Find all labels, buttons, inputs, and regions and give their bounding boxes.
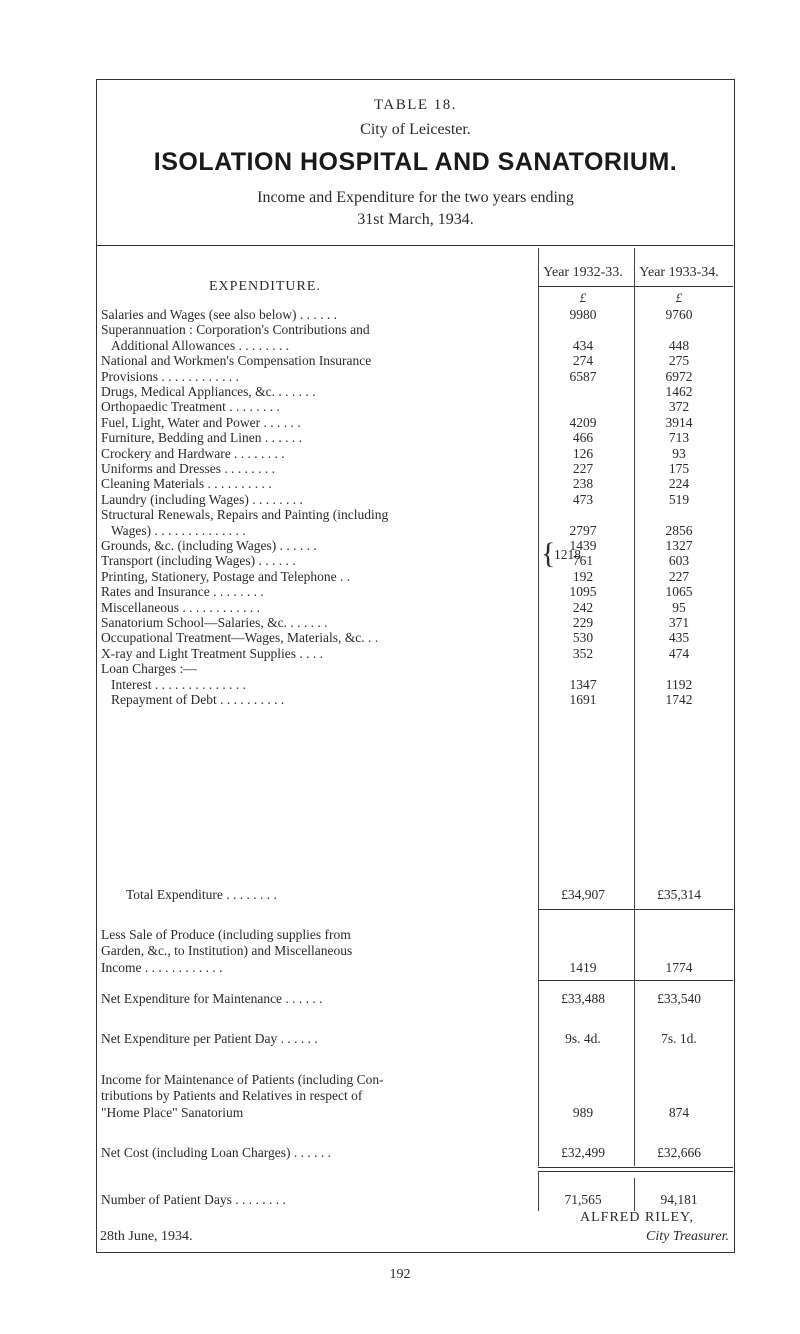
city-heading: City of Leicester. <box>360 121 471 138</box>
table-row <box>101 692 726 707</box>
row-value-1932: 1095 <box>569 584 597 600</box>
table-row <box>101 384 726 399</box>
total-underline <box>538 909 733 910</box>
row-label: Structural Renewals, Repairs and Painting (including <box>101 507 389 523</box>
table-row <box>101 615 726 630</box>
row-value-1933: 95 <box>672 599 686 615</box>
total-expenditure-row <box>101 887 726 902</box>
table-row <box>101 600 726 615</box>
row-label: Orthopaedic Treatment . . . . . . . . <box>101 399 280 415</box>
patient-days-value-2: 94,181 <box>660 1192 698 1207</box>
signatory-role: City Treasurer. <box>646 1229 729 1244</box>
row-value-1932: 274 <box>572 353 594 369</box>
row-label: Uniforms and Dresses . . . . . . . . <box>101 461 275 476</box>
row-value-1932: 6587 <box>569 368 597 384</box>
table-row <box>101 446 726 461</box>
income-value-1: 989 <box>572 1105 594 1120</box>
row-label: Grounds, &c. (including Wages) . . . . . . <box>101 538 317 553</box>
row-value-1932: 1347 <box>569 676 597 692</box>
income-line-2 <box>101 1088 726 1103</box>
less-label-3: Income . . . . . . . . . . . . <box>101 960 223 975</box>
table-row <box>101 338 726 353</box>
income-label-1: Income for Maintenance of Patients (including Con- <box>101 1072 384 1087</box>
less-value-1: 1419 <box>569 960 597 975</box>
row-value-1933: 435 <box>668 630 690 646</box>
row-value-1932: 4209 <box>569 414 597 430</box>
subtitle-line-1: Income and Expenditure for the two years ending <box>257 189 574 206</box>
per-day-value-1: 9s. 4d. <box>565 1031 601 1046</box>
table-label: TABLE 18. <box>373 97 458 113</box>
header-divider <box>97 245 733 246</box>
page-title: ISOLATION HOSPITAL AND SANATORIUM. <box>153 148 678 176</box>
pound-unit-1: £ <box>579 290 587 305</box>
net-cost-row <box>101 1145 726 1160</box>
row-value-1933: 1742 <box>665 692 693 707</box>
table-row <box>101 430 726 445</box>
row-label: Crockery and Hardware . . . . . . . . <box>101 445 285 461</box>
table-row <box>101 307 726 322</box>
row-label: Fuel, Light, Water and Power . . . . . . <box>101 414 301 430</box>
row-value-1933: 519 <box>668 491 690 507</box>
subtitle-line-2: 31st March, 1934. <box>357 211 474 228</box>
pound-unit-2: £ <box>675 290 683 305</box>
row-value-1933: 603 <box>668 553 690 569</box>
table-row <box>101 553 726 568</box>
row-value-1932: 352 <box>572 645 594 661</box>
row-label: Interest . . . . . . . . . . . . . . <box>111 676 246 692</box>
row-label: Superannuation : Corporation's Contributions and <box>101 322 370 338</box>
row-value-1933: 448 <box>668 337 690 353</box>
per-day-label: Net Expenditure per Patient Day . . . . . . <box>101 1031 318 1046</box>
less-line-2 <box>101 943 726 958</box>
row-label: Cleaning Materials . . . . . . . . . . <box>101 476 272 492</box>
row-value-1933: 1327 <box>665 538 693 553</box>
table-frame <box>96 79 735 1253</box>
income-line-1 <box>101 1072 726 1087</box>
table-row <box>101 538 726 553</box>
table-row <box>101 399 726 414</box>
income-row <box>101 1105 726 1120</box>
row-value-1932: 227 <box>572 461 594 476</box>
row-value-1932: 761 <box>572 553 594 569</box>
row-label: X-ray and Light Treatment Supplies . . . . <box>101 645 323 661</box>
patient-days-row <box>101 1192 726 1207</box>
row-label: Occupational Treatment—Wages, Materials, &c. . . <box>101 630 379 646</box>
row-value-1933: 6972 <box>665 368 693 384</box>
row-value-1932: 242 <box>572 599 594 615</box>
table-row <box>101 661 726 676</box>
income-label-2: tributions by Patients and Relatives in respect of <box>101 1088 363 1103</box>
row-label: Loan Charges :— <box>101 661 197 677</box>
income-label-3: "Home Place" Sanatorium <box>101 1105 244 1120</box>
combined-drugs-value: 1218 <box>554 547 581 562</box>
table-row <box>101 630 726 645</box>
expenditure-heading: EXPENDITURE. <box>209 279 321 294</box>
per-day-row <box>101 1031 726 1046</box>
table-row <box>101 507 726 522</box>
row-value-1933: 227 <box>668 568 690 584</box>
row-value-1933: 474 <box>668 645 690 661</box>
row-value-1933: 1192 <box>665 676 693 692</box>
brace-icon: { <box>541 537 556 570</box>
patient-days-value-1: 71,565 <box>564 1192 602 1207</box>
row-value-1932: 238 <box>572 476 594 492</box>
page-number: 192 <box>389 1267 411 1282</box>
row-value-1932: 126 <box>572 445 594 461</box>
net-maintenance-value-2: £33,540 <box>657 991 701 1006</box>
row-label: Printing, Stationery, Postage and Telephone . . <box>101 568 351 584</box>
less-row <box>101 960 726 975</box>
table-row <box>101 353 726 368</box>
table-row <box>101 523 726 538</box>
row-label: Miscellaneous . . . . . . . . . . . . <box>101 599 260 615</box>
row-label: Laundry (including Wages) . . . . . . . . <box>101 491 303 507</box>
table-row <box>101 569 726 584</box>
less-label-2: Garden, &c., to Institution) and Miscellaneous <box>101 943 353 958</box>
row-value-1933: 1065 <box>665 584 693 600</box>
net-cost-double-underline <box>538 1171 733 1172</box>
row-value-1932: 2797 <box>569 522 597 538</box>
row-value-1932: 1439 <box>569 538 597 553</box>
table-row <box>101 322 726 337</box>
row-value-1933: 1462 <box>665 384 693 399</box>
total-value-2: £35,314 <box>657 887 701 902</box>
table-row <box>101 646 726 661</box>
table-row <box>101 461 726 476</box>
total-label: Total Expenditure . . . . . . . . <box>126 887 277 902</box>
table-row <box>101 584 726 599</box>
net-maintenance-label: Net Expenditure for Maintenance . . . . . . <box>101 991 323 1006</box>
less-label-1: Less Sale of Produce (including supplies from <box>101 927 351 942</box>
row-value-1932: 434 <box>572 337 594 353</box>
row-label: Additional Allowances . . . . . . . . <box>111 337 290 353</box>
row-value-1932: 530 <box>572 630 594 646</box>
row-value-1932: 192 <box>572 568 594 584</box>
year1-heading: Year 1932-33. <box>543 265 623 280</box>
row-value-1933: 9760 <box>665 307 693 322</box>
table-row <box>101 476 726 491</box>
row-value-1933: 275 <box>668 353 690 369</box>
patient-days-label: Number of Patient Days . . . . . . . . <box>101 1192 286 1207</box>
total-value-1: £34,907 <box>561 887 605 902</box>
row-value-1933: 224 <box>668 476 690 492</box>
signature-date: 28th June, 1934. <box>100 1229 193 1244</box>
row-value-1932: 466 <box>572 430 594 446</box>
row-label: Transport (including Wages) . . . . . . <box>101 553 296 569</box>
row-value-1933: 2856 <box>665 522 693 538</box>
row-value-1933: 371 <box>668 615 690 630</box>
row-value-1932: 9980 <box>569 307 597 322</box>
net-cost-value-2: £32,666 <box>657 1145 701 1160</box>
income-value-2: 874 <box>668 1105 690 1120</box>
table-row <box>101 369 726 384</box>
table-row <box>101 677 726 692</box>
row-value-1933: 175 <box>668 461 690 476</box>
row-label: Provisions . . . . . . . . . . . . <box>101 368 240 384</box>
row-label: Sanatorium School—Salaries, &c. . . . . . . <box>101 615 328 630</box>
row-label: Rates and Insurance . . . . . . . . <box>101 584 264 600</box>
net-maintenance-value-1: £33,488 <box>561 991 605 1006</box>
net-cost-value-1: £32,499 <box>561 1145 605 1160</box>
row-label: Drugs, Medical Appliances, &c. . . . . . . <box>101 384 316 399</box>
net-maintenance-row <box>101 991 726 1006</box>
row-value-1932: 229 <box>572 615 594 630</box>
row-value-1933: 372 <box>668 399 690 415</box>
row-label: National and Workmen's Compensation Insurance <box>101 353 372 369</box>
less-line-1 <box>101 927 726 942</box>
row-label: Salaries and Wages (see also below) . . . . . . <box>101 307 337 322</box>
signatory-name: ALFRED RILEY, <box>580 1210 694 1225</box>
year2-heading: Year 1933-34. <box>639 265 719 280</box>
table-row <box>101 492 726 507</box>
row-label: Repayment of Debt . . . . . . . . . . <box>111 692 285 707</box>
row-value-1933: 713 <box>668 430 690 446</box>
net-cost-underline <box>538 1167 733 1168</box>
row-label: Furniture, Bedding and Linen . . . . . . <box>101 430 302 446</box>
row-value-1933: 3914 <box>665 414 693 430</box>
less-value-2: 1774 <box>665 960 693 975</box>
row-value-1932: 1691 <box>569 692 597 707</box>
less-underline <box>538 980 733 981</box>
per-day-value-2: 7s. 1d. <box>661 1031 697 1046</box>
row-value-1932: 473 <box>572 491 594 507</box>
net-cost-label: Net Cost (including Loan Charges) . . . . . . <box>101 1145 331 1160</box>
row-value-1933: 93 <box>672 445 686 461</box>
row-label: Wages) . . . . . . . . . . . . . . <box>111 522 246 538</box>
table-row <box>101 415 726 430</box>
year-header-underline <box>538 286 733 287</box>
